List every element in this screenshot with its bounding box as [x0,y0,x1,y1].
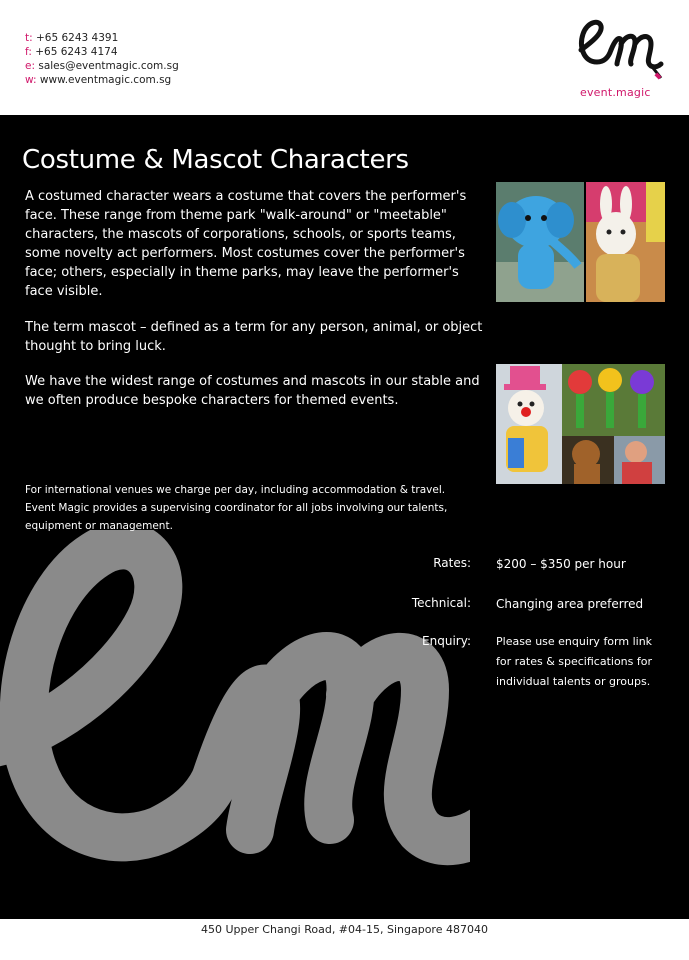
page-title: Costume & Mascot Characters [22,145,409,175]
fax-label: f: [25,46,32,58]
footer [0,919,689,960]
coordinator-note: Event Magic provides a supervising coordinator for all jobs involving our talents, equipment or management. [25,502,448,532]
technical-value: Changing area preferred [496,597,644,611]
phone-line [25,31,179,45]
intro-paragraph: A costumed character wears a costume that covers the performer's face. These range from theme park "walk-around" or "meetable" characters, the mascots of corporations, schools, or sports teams, some novelty act performers. Most costumes cover the performer's face; others, especially in theme parks, may leave the performer's face visible. [25,189,467,299]
footer-address: 450 Upper Changi Road, #04-15, Singapore 487040 [201,923,488,936]
enquiry-label: Enquiry: [422,634,471,648]
phone-value: +65 6243 4391 [36,32,119,44]
mascot-definition-paragraph: The term mascot – defined as a term for any person, animal, or object thought to bring luck. [25,320,483,354]
rates-value: $200 – $350 per hour [496,557,626,571]
logo-text: event.magic [580,86,651,99]
email-label: e: [25,60,35,72]
website-link[interactable]: www.eventmagic.com.sg [39,74,172,86]
international-note: For international venues we charge per day, including accommodation & travel. [25,484,446,496]
fax-line [25,45,179,59]
technical-label: Technical: [411,596,471,610]
enquiry-value: Please use enquiry form link for rates & specifications for individual talents or groups. [496,635,653,688]
website-line[interactable] [25,73,179,87]
header [0,0,689,115]
mascot-photo-clown-flowers [496,364,665,484]
range-paragraph: We have the widest range of costumes and mascots in our stable and we often produce bespoke characters for themed events. [25,374,480,408]
contact-block [25,31,179,87]
em-watermark-icon [0,530,470,919]
rates-label: Rates: [433,556,471,570]
website-label: w: [25,74,37,86]
email-line[interactable] [25,59,179,73]
mascot-photo-elephant-bunny [496,182,665,302]
main-content [0,115,689,919]
email-link[interactable]: sales@eventmagic.com.sg [38,60,179,72]
phone-label: t: [25,32,33,44]
fax-value: +65 6243 4174 [35,46,118,58]
